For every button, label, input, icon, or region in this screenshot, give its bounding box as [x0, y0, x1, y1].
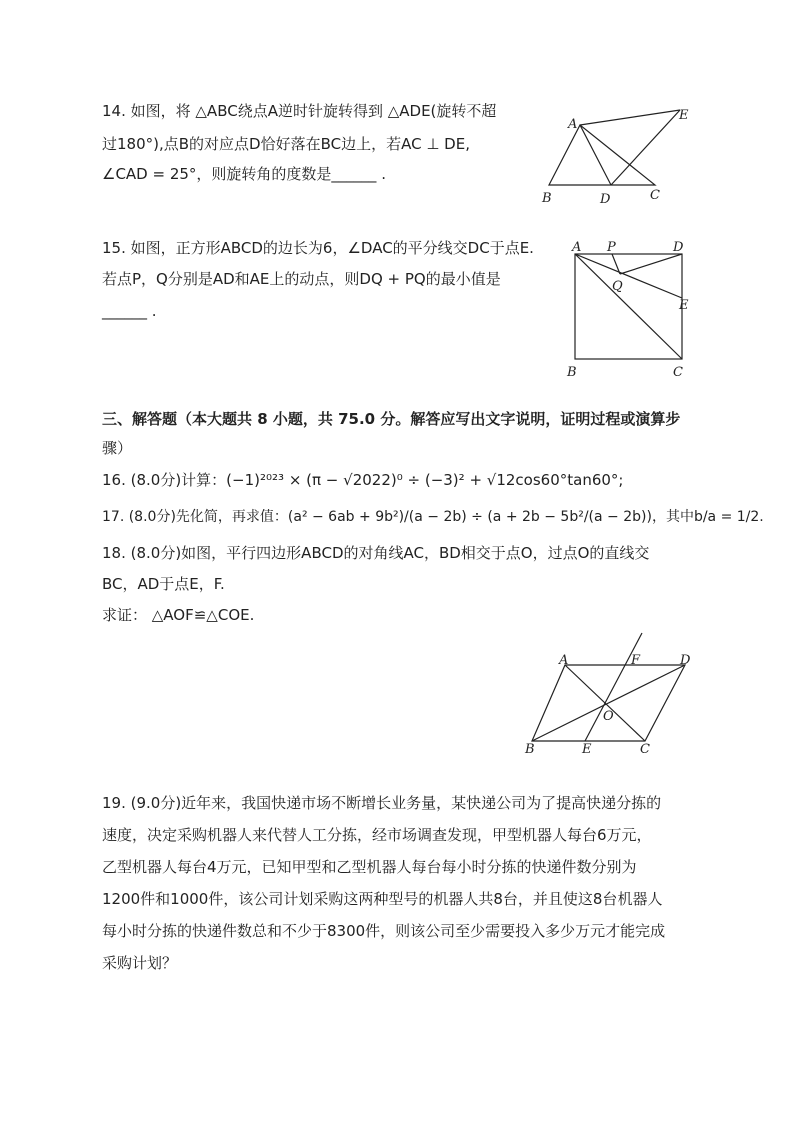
q15-line-3: ______ . — [102, 302, 157, 320]
q15-figure-lines — [575, 254, 682, 359]
q18-label-e: E — [582, 742, 592, 757]
q15-figure — [562, 238, 702, 383]
q18-label-c: C — [640, 742, 650, 757]
q17-line-1: 17. (8.0分)先化简，再求值：(a² − 6ab + 9b²)/(a − 2b) ÷ (a + 2b − 5b²/(a − 2b))，其中b/a = 1/2. — [102, 509, 764, 525]
q14-label-c: C — [650, 188, 660, 203]
q18-line-1: 18. (8.0分)如图，平行四边形ABCD的对角线AC，BD相交于点O，过点O的直线交 — [102, 544, 650, 562]
q15-label-e: E — [679, 298, 689, 313]
q19-line-5: 每小时分拣的快递件数总和不少于8300件，则该公司至少需要投入多少万元才能完成 — [102, 922, 666, 940]
q14-line-1: 14. 如图，将 △ABC绕点A逆时针旋转得到 △ADE(旋转不超 — [102, 102, 497, 120]
q18-label-o: O — [603, 709, 614, 724]
q15-label-q: Q — [612, 279, 623, 294]
q18-figure-lines — [532, 633, 685, 741]
q15-label-p: P — [607, 240, 616, 255]
q15-label-b: B — [567, 365, 577, 380]
q14-line-3: ∠CAD = 25°，则旋转角的度数是______ . — [102, 165, 386, 183]
q14-label-d: D — [600, 192, 611, 207]
q16-line-1: 16. (8.0分)计算：(−1)²⁰²³ × (π − √2022)⁰ ÷ (−3)² + √12cos60°tan60°; — [102, 471, 624, 489]
q14-label-b: B — [542, 191, 552, 206]
q15-label-c: C — [673, 365, 683, 380]
q19-line-6: 采购计划？ — [102, 954, 178, 972]
q18-label-f: F — [631, 653, 641, 668]
q19-line-4: 1200件和1000件，该公司计划采购这两种型号的机器人共8台，并且使这8台机器人 — [102, 890, 663, 908]
q15-line-2: 若点P，Q分别是AD和AE上的动点，则DQ + PQ的最小值是 — [102, 270, 501, 288]
q15-line-1: 15. 如图，正方形ABCD的边长为6，∠DAC的平分线交DC于点E. — [102, 239, 534, 257]
q15-label-a: A — [572, 240, 582, 255]
section-three-heading-line-2: 骤） — [102, 439, 133, 457]
q19-line-2: 速度，决定采购机器人来代替人工分拣，经市场调查发现，甲型机器人每台6万元， — [102, 826, 652, 844]
q14-label-a: A — [568, 117, 578, 132]
q14-figure — [535, 102, 705, 207]
q18-line-3: 求证： △AOF≌△COE. — [102, 606, 255, 624]
q15-label-d: D — [673, 240, 684, 255]
q14-line-2: 过180°),点B的对应点D恰好落在BC边上，若AC ⊥ DE, — [102, 135, 470, 153]
q18-label-d: D — [680, 653, 691, 668]
q19-line-3: 乙型机器人每台4万元，已知甲型和乙型机器人每台每小时分拣的快递件数分别为 — [102, 858, 637, 876]
q18-figure — [522, 630, 702, 760]
q18-label-b: B — [525, 742, 535, 757]
q18-line-2: BC，AD于点E，F. — [102, 575, 225, 593]
q19-line-1: 19. (9.0分)近年来，我国快递市场不断增长业务量，某快递公司为了提高快递分拣的 — [102, 794, 662, 812]
q18-label-a: A — [559, 653, 569, 668]
q14-label-e: E — [679, 108, 689, 123]
section-three-heading-line-1: 三、解答题（本大题共 8 小题，共 75.0 分。解答应写出文字说明，证明过程或演算步 — [102, 410, 681, 428]
